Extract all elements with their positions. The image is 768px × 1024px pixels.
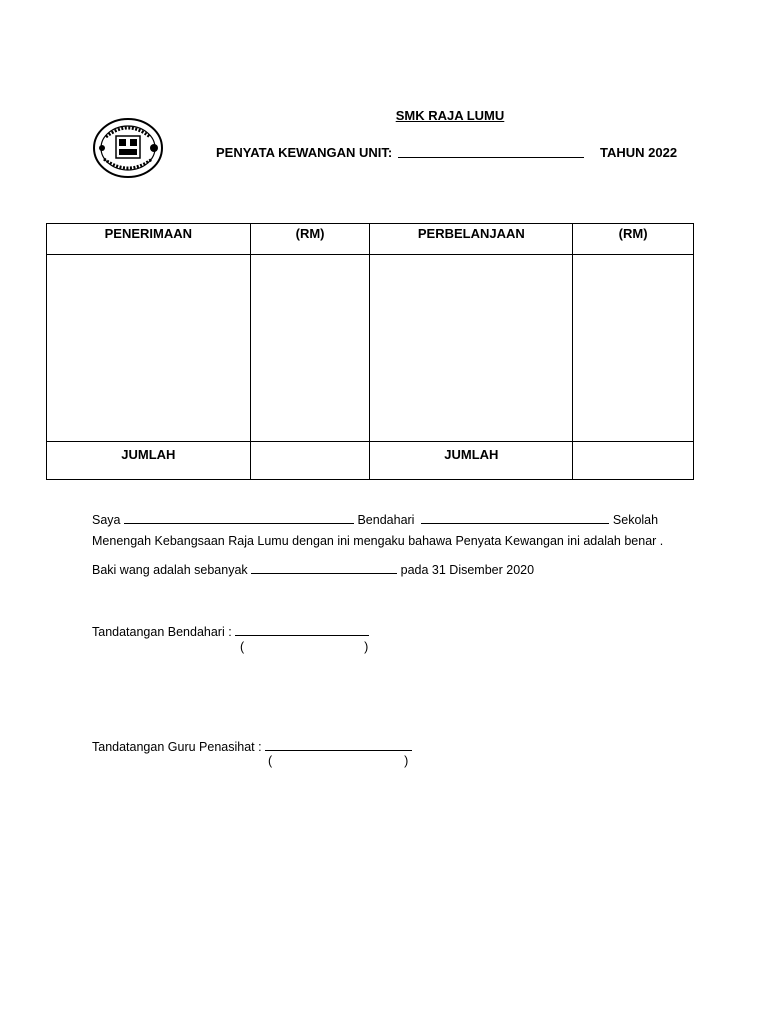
header-rm-receipts: (RM) [250,224,370,255]
treasurer-signature-label: Tandatangan Bendahari : [92,625,232,639]
unit-blank-line[interactable] [398,157,584,158]
advisor-signature-line [92,738,412,754]
table-total-row [47,442,694,480]
declaration-line-2: Menengah Kebangsaan Raja Lumu dengan ini mengaku bahawa Penyata Kewangan ini adalah benar . [92,534,664,548]
total-receipts-cell[interactable] [250,442,370,480]
treasurer-signature-blank[interactable] [235,623,369,636]
total-expenses-cell[interactable] [573,442,694,480]
table-body-row [47,255,694,442]
financial-statement-table [46,223,694,480]
expenses-amount-cell[interactable] [573,255,694,442]
statement-unit-label: PENYATA KEWANGAN UNIT: [216,145,393,160]
total-label-expenses: JUMLAH [370,442,573,480]
advisor-signature-blank[interactable] [265,738,412,751]
baki-prefix: Baki wang adalah sebanyak [92,563,248,577]
year-label: TAHUN 2022 [600,145,678,160]
header-penerimaan: PENERIMAAN [47,224,251,255]
open-paren: ( [268,754,273,768]
advisor-signature-label: Tandatangan Guru Penasihat : [92,740,262,754]
treasurer-name-parens [240,640,368,654]
school-name: SMK RAJA LUMU [395,108,505,123]
balance-blank-line[interactable] [251,561,397,574]
expenses-cell[interactable] [370,255,573,442]
treasurer-signature-line [92,623,369,639]
receipts-amount-cell[interactable] [250,255,370,442]
balance-line [92,561,534,577]
table-header-row [47,224,694,255]
header-perbelanjaan: PERBELANJAAN [370,224,573,255]
total-label-receipts: JUMLAH [47,442,251,480]
name-blank-line[interactable] [124,511,354,524]
declaration-paragraph [92,510,692,552]
header-rm-expenses: (RM) [573,224,694,255]
sekolah-label: Sekolah [612,513,659,527]
close-paren: ) [364,640,369,654]
bendahari-label: Bendahari [357,513,415,527]
receipts-cell[interactable] [47,255,251,442]
open-paren: ( [240,640,245,654]
saya-label: Saya [92,513,121,527]
advisor-name-parens [268,754,408,768]
school-crest-icon [92,117,164,179]
position-blank-line[interactable] [421,511,609,524]
close-paren: ) [404,754,409,768]
baki-suffix: pada 31 Disember 2020 [400,563,535,577]
